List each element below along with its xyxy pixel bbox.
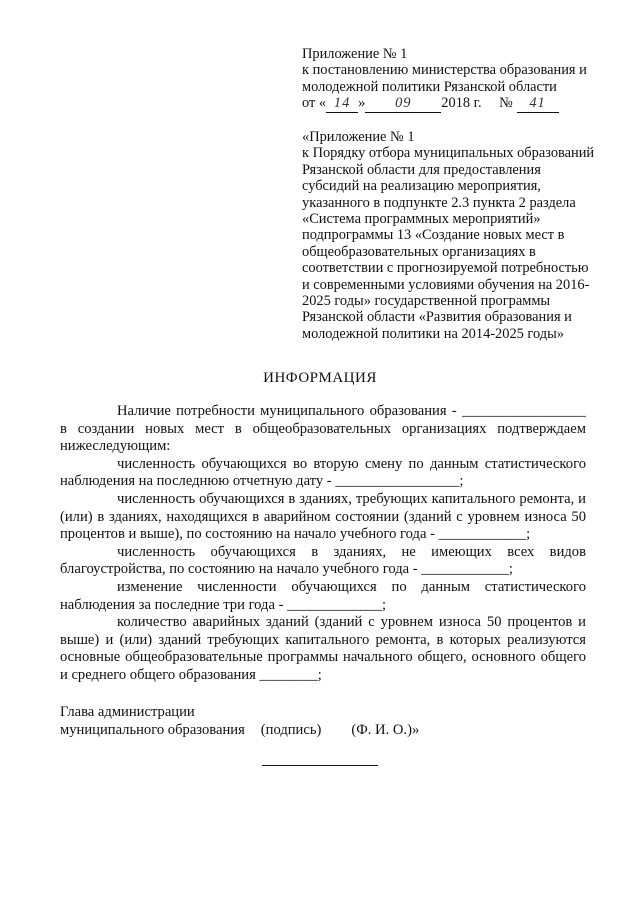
document-title: ИНФОРМАЦИЯ bbox=[263, 370, 377, 386]
date-prefix: от « bbox=[302, 95, 327, 112]
appendix-procedure-line: субсидий на реализацию мероприятия, bbox=[302, 178, 541, 195]
document-body bbox=[60, 403, 586, 685]
appendix-procedure-line: Рязанской области для предоставления bbox=[302, 161, 541, 178]
appendix-procedure-line: «Система программных мероприятий» bbox=[302, 211, 541, 228]
appendix-procedure-line: «Приложение № 1 bbox=[302, 129, 415, 145]
signature-fio: (Ф. И. О.)» bbox=[351, 722, 420, 738]
date-day: 14 bbox=[326, 95, 358, 112]
appendix-date-line bbox=[302, 95, 602, 112]
appendix-header bbox=[302, 46, 602, 113]
appendix-procedure-line: указанного в подпункте 2.3 пункта 2 раздела bbox=[302, 194, 576, 211]
date-mid: » bbox=[358, 95, 366, 112]
signature-block bbox=[60, 703, 580, 739]
paragraph-3: численность обучающихся в зданиях, требующих капитального ремонта, и (или) в зданиях, находящихся в аварийном состоянии (зданий с уровнем износа 50 процентов и выше), по состоянию на начало учебного года - ____________; bbox=[60, 490, 586, 543]
closing-rule bbox=[262, 765, 378, 766]
date-year: 2018 г. bbox=[441, 95, 482, 112]
appendix-procedure-line: соответствии с прогнозируемой потребностью bbox=[302, 260, 589, 277]
document-number: 41 bbox=[517, 95, 559, 112]
appendix-procedure-line: 2025 годы» государственной программы bbox=[302, 293, 551, 310]
appendix-procedure-line: Рязанской области «Развития образования и bbox=[302, 309, 572, 326]
appendix-line-3: молодежной политики Рязанской области bbox=[302, 78, 557, 95]
appendix-line-1: Приложение № 1 bbox=[302, 46, 408, 62]
appendix-line-2: к постановлению министерства образования и bbox=[302, 62, 587, 79]
paragraph-5: изменение численности обучающихся по данным статистического наблюдения за последние три года - _____________; bbox=[60, 578, 586, 613]
paragraph-6: количество аварийных зданий (зданий с уровнем износа 50 процентов и выше) и (или) зданий требующих капитального ремонта, в которых реализуются основные общеобразовательные программы начального общего, основного общего и среднего общего образования ________; bbox=[60, 614, 586, 683]
appendix-procedure-line: подпрограммы 13 «Создание новых мест в bbox=[302, 227, 565, 244]
paragraph-4: численность обучающихся в зданиях, не имеющих всех видов благоустройства, по состоянию на начало учебного года - ____________; bbox=[60, 543, 586, 578]
appendix-procedure-line: и современными условиями обучения на 2016- bbox=[302, 276, 590, 293]
signature-line-2 bbox=[60, 721, 580, 739]
appendix-procedure-line: к Порядку отбора муниципальных образований bbox=[302, 145, 595, 162]
appendix-procedure bbox=[302, 129, 602, 342]
paragraph-1: Наличие потребности муниципального образования - _________________ в создании новых мест в общеобразовательных организациях подтверждаем нижеследующим: bbox=[60, 403, 586, 455]
number-label: № bbox=[499, 95, 513, 112]
signature-line-1: Глава администрации bbox=[60, 704, 195, 720]
date-month: 09 bbox=[365, 95, 441, 112]
signature-sign: (подпись) bbox=[260, 722, 322, 738]
signature-org: муниципального образования bbox=[60, 722, 245, 738]
appendix-procedure-line: общеобразовательных организациях в bbox=[302, 243, 536, 260]
appendix-procedure-line: молодежной политики на 2014-2025 годы» bbox=[302, 325, 564, 342]
paragraph-2: численность обучающихся во вторую смену по данным статистического наблюдения на последнюю отчетную дату - _________________; bbox=[60, 455, 586, 490]
